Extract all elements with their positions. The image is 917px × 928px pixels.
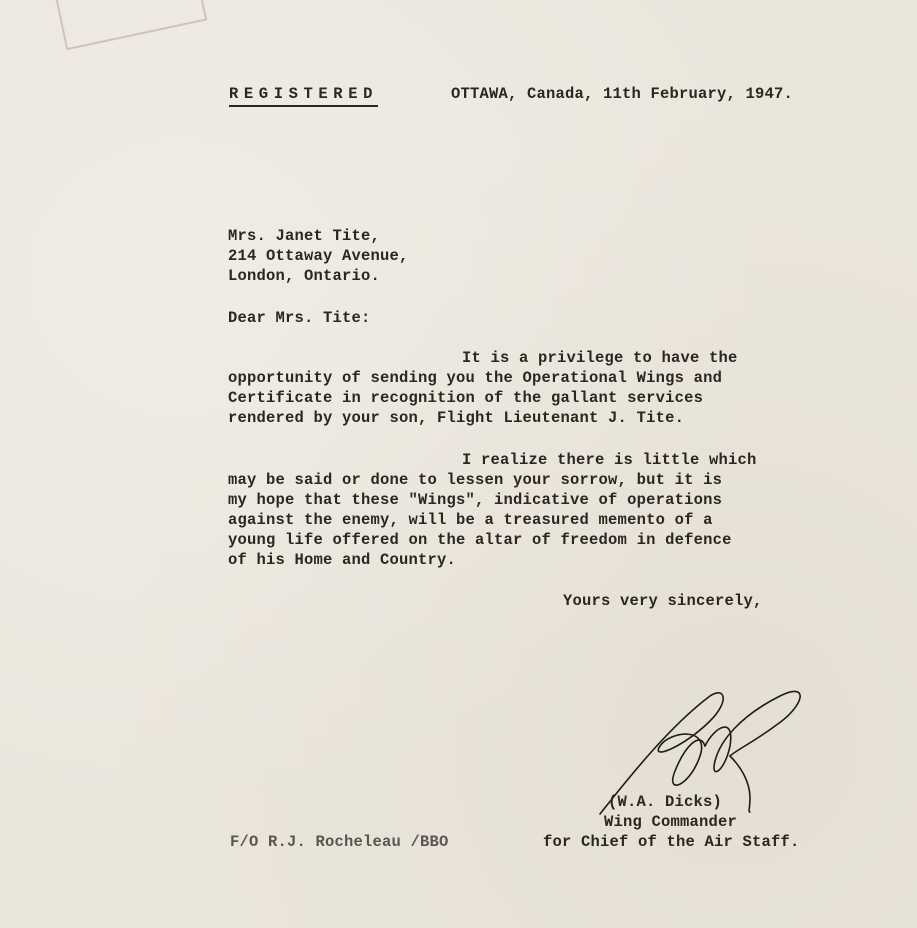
salutation: Dear Mrs. Tite: xyxy=(228,309,371,327)
paragraph1-line: rendered by your son, Flight Lieutenant J. Tite. xyxy=(228,409,685,427)
recipient-street: 214 Ottaway Avenue, xyxy=(228,247,409,265)
recipient-city: London, Ontario. xyxy=(228,267,381,285)
paragraph2-line: my hope that these "Wings", indicative of operations xyxy=(228,491,723,509)
signatory-rank: Wing Commander xyxy=(604,813,738,831)
registered-mark: REGISTERED xyxy=(229,84,378,107)
paragraph1-line: It is a privilege to have the xyxy=(462,349,738,367)
signatory-for-line: for Chief of the Air Staff. xyxy=(543,833,800,851)
paragraph2-line: against the enemy, will be a treasured memento of a xyxy=(228,511,713,529)
paragraph2-line: of his Home and Country. xyxy=(228,551,457,569)
signatory-name: (W.A. Dicks) xyxy=(608,793,723,811)
paragraph1-line: Certificate in recognition of the gallant services xyxy=(228,389,704,407)
paragraph1-line: opportunity of sending you the Operational Wings and xyxy=(228,369,723,387)
closing: Yours very sincerely, xyxy=(563,592,763,610)
office-stamp xyxy=(53,0,208,50)
recipient-name: Mrs. Janet Tite, xyxy=(228,227,381,245)
paragraph2-line: young life offered on the altar of freedom in defence xyxy=(228,531,732,549)
paragraph2-line: I realize there is little which xyxy=(462,451,757,469)
paragraph2-line: may be said or done to lessen your sorrow, but it is xyxy=(228,471,723,489)
place-date: OTTAWA, Canada, 11th February, 1947. xyxy=(451,85,794,103)
reference-initials: F/O R.J. Rocheleau /BBO xyxy=(230,833,449,851)
